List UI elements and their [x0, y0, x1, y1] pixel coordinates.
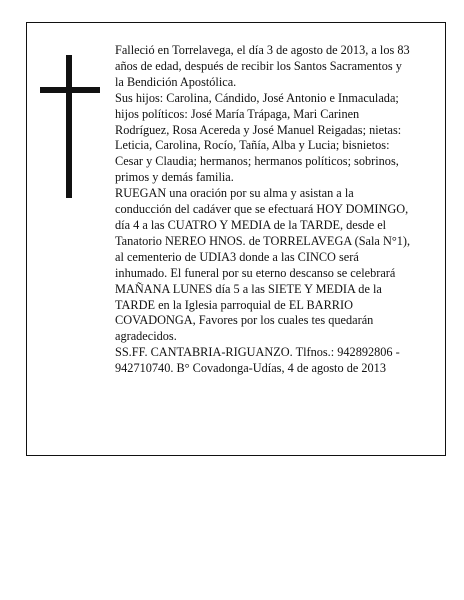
family-list: Sus hijos: Carolina, Cándido, José Antonio e Inmaculada; hijos políticos: José María Trápaga, Mari Carinen Rodríguez, Rosa Acereda y José Manuel Reigadas; nietas: Leticia, Carolina, Rocío, Tañía, Alba y Lucia; bisnietos: Cesar y Claudia; hermanos; hermanos políticos; sobrinos, primos y demás familia.	[115, 90, 402, 185]
cross-vertical-bar	[66, 55, 72, 198]
cross-icon	[40, 55, 100, 198]
funeral-home-contact: SS.FF. CANTABRIA-RIGUANZO. Tlfnos.: 942892806 - 942710740. B° Covadonga-Udías, 4 de agosto de 2013	[115, 345, 400, 376]
funeral-details: RUEGAN una oración por su alma y asistan a la conducción del cadáver que se efectuará HOY DOMINGO, día 4 a las CUATRO Y MEDIA de la TARDE, desde el Tanatorio NEREO HNOS. de TORRELAVEGA (Sala N°1), al cementerio de UDIA3 donde a las CINCO será inhumado. El funeral por su eterno descanso se celebrará MAÑANA LUNES día 5 a las SIETE Y MEDIA de la TARDE en la Iglesia parroquial de EL BARRIO COVADONGA, Favores por los cuales tes quedarán agradecidos.	[115, 186, 411, 344]
notice-text	[115, 43, 411, 377]
cross-horizontal-bar	[40, 87, 100, 93]
death-announcement: Falleció en Torrelavega, el día 3 de agosto de 2013, a los 83 años de edad, después de recibir los Santos Sacramentos y la Bendición Apostólica.	[115, 43, 410, 89]
obituary-notice	[26, 22, 446, 456]
